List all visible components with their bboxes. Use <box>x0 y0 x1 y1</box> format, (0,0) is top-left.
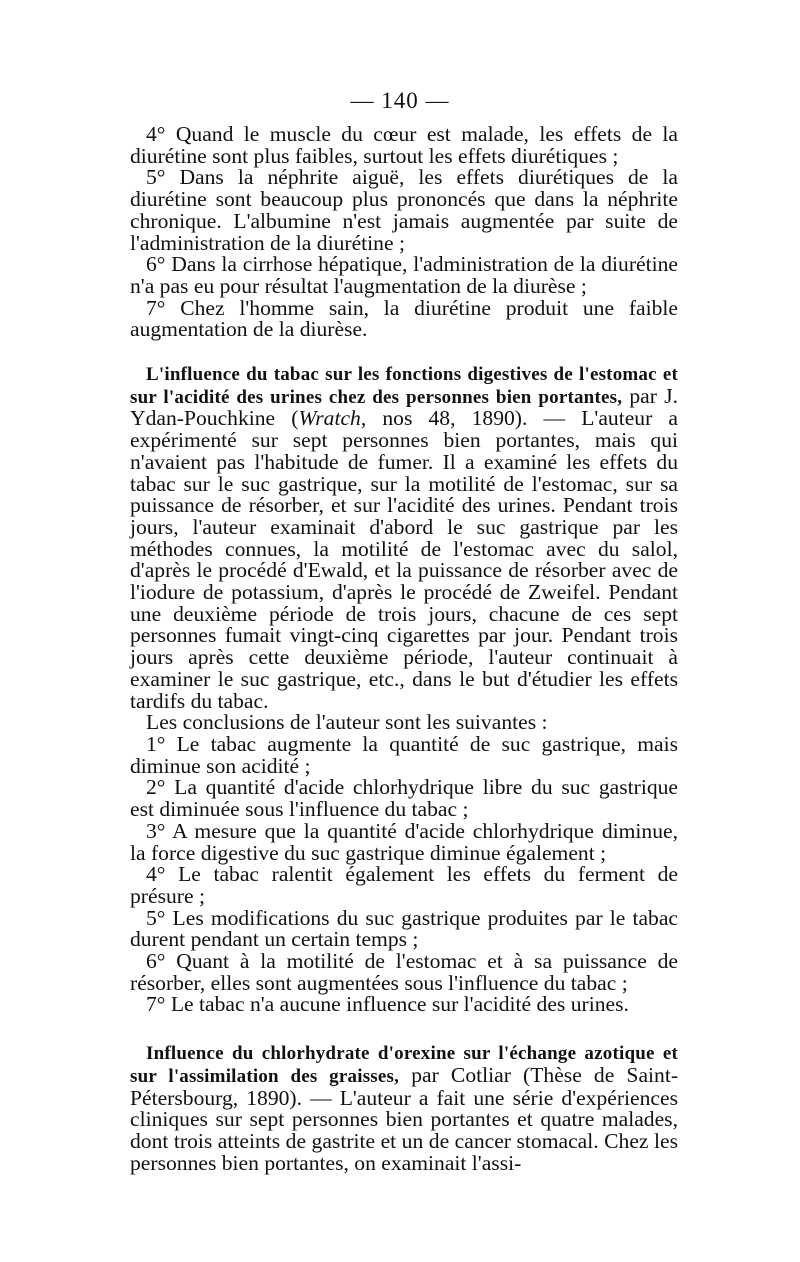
conclusion-item: 5° Les modifications du suc gastrique produites par le tabac durent pendant un certain temps ; <box>130 905 678 952</box>
article-orexine-title: Influence du chlorhydrate d'orexine sur l'échange azotique et sur l'assimilation des graisses, <box>130 1043 678 1087</box>
list-item-7: 7° Chez l'homme sain, la diurétine produit une faible augmentation de la diurèse. <box>130 295 678 342</box>
list-item-5: 5° Dans la néphrite aiguë, les effets diurétiques de la diurétine sont beaucoup plus prononcés que dans la néphrite chronique. L'albumine n'est jamais augmentée par suite de l'administration de la diurétine ; <box>130 165 678 255</box>
conclusion-item: 7° Le tabac n'a aucune influence sur l'acidité des urines. <box>146 992 629 1017</box>
conclusion-item: 2° La quantité d'acide chlorhydrique libre du suc gastrique est diminuée sous l'influence du tabac ; <box>130 775 678 822</box>
article-tobacco-title: L'influence du tabac sur les fonctions digestives de l'estomac et sur l'acidité des urines chez des personnes bien portantes, <box>130 364 678 408</box>
page-body <box>130 124 678 1174</box>
article-tobacco-paragraph <box>130 363 678 712</box>
article-tobacco-author: par J. Ydan-Pouchkine ( <box>130 383 678 431</box>
article-orexine-body: par Cotliar (Thèse de Saint-Pétersbourg, 1890). — L'auteur a fait une série d'expériences cliniques sur sept personnes bien portantes et quatre malades, dont trois atteints de gastrite et un de cancer stomacal. Chez les personnes bien portantes, on examinait l'assi- <box>130 1062 679 1175</box>
article-orexine-paragraph <box>130 1042 678 1174</box>
list-item-4: 4° Quand le muscle du cœur est malade, les effets de la diurétine sont plus faibles, surtout les effets diurétiques ; <box>130 122 678 168</box>
conclusion-item: 3° A mesure que la quantité d'acide chlorhydrique diminue, la force digestive du suc gastrique diminue également ; <box>130 818 678 865</box>
conclusions-intro: Les conclusions de l'auteur sont les suivantes : <box>146 710 548 735</box>
conclusion-item: 1° Le tabac augmente la quantité de suc gastrique, mais diminue son acidité ; <box>130 731 678 778</box>
conclusion-item: 6° Quant à la motilité de l'estomac et à sa puissance de résorber, elles sont augmentées sous l'influence du tabac ; <box>130 949 678 995</box>
article-tobacco-body: , nos 48, 1890). — L'auteur a expérimenté sur sept personnes bien portantes, mais qui n'avaient pas l'habitude de fumer. Il a examiné les effets du tabac sur le suc gastrique, sur la motilité de l'estomac, sur sa puissance de résorber, et sur l'acidité des urines. Pendant trois jours, l'auteur examinait d'abord le suc gastrique par les méthodes connues, la motilité de l'estomac avec du salol, d'après le procédé d'Ewald, et la puissance de résorber avec de l'iodure de potassium, d'après le procédé de Zweifel. Pendant une deuxième période de trois jours, chacune de ces sept personnes fumait vingt-cinq cigarettes par jour. Pendant trois jours après cette deuxième période, l'auteur continuait à examiner le suc gastrique, etc., dans le but d'étudier les effets tardifs du tabac. <box>130 406 678 713</box>
conclusion-item: 4° Le tabac ralentit également les effets du ferment de présure ; <box>130 862 678 908</box>
page-number: — 140 — <box>350 88 450 113</box>
list-item-6: 6° Dans la cirrhose hépatique, l'administration de la diurétine n'a pas eu pour résultat l'augmentation de la diurèse ; <box>130 252 678 298</box>
journal-name: Wratch <box>298 406 361 431</box>
